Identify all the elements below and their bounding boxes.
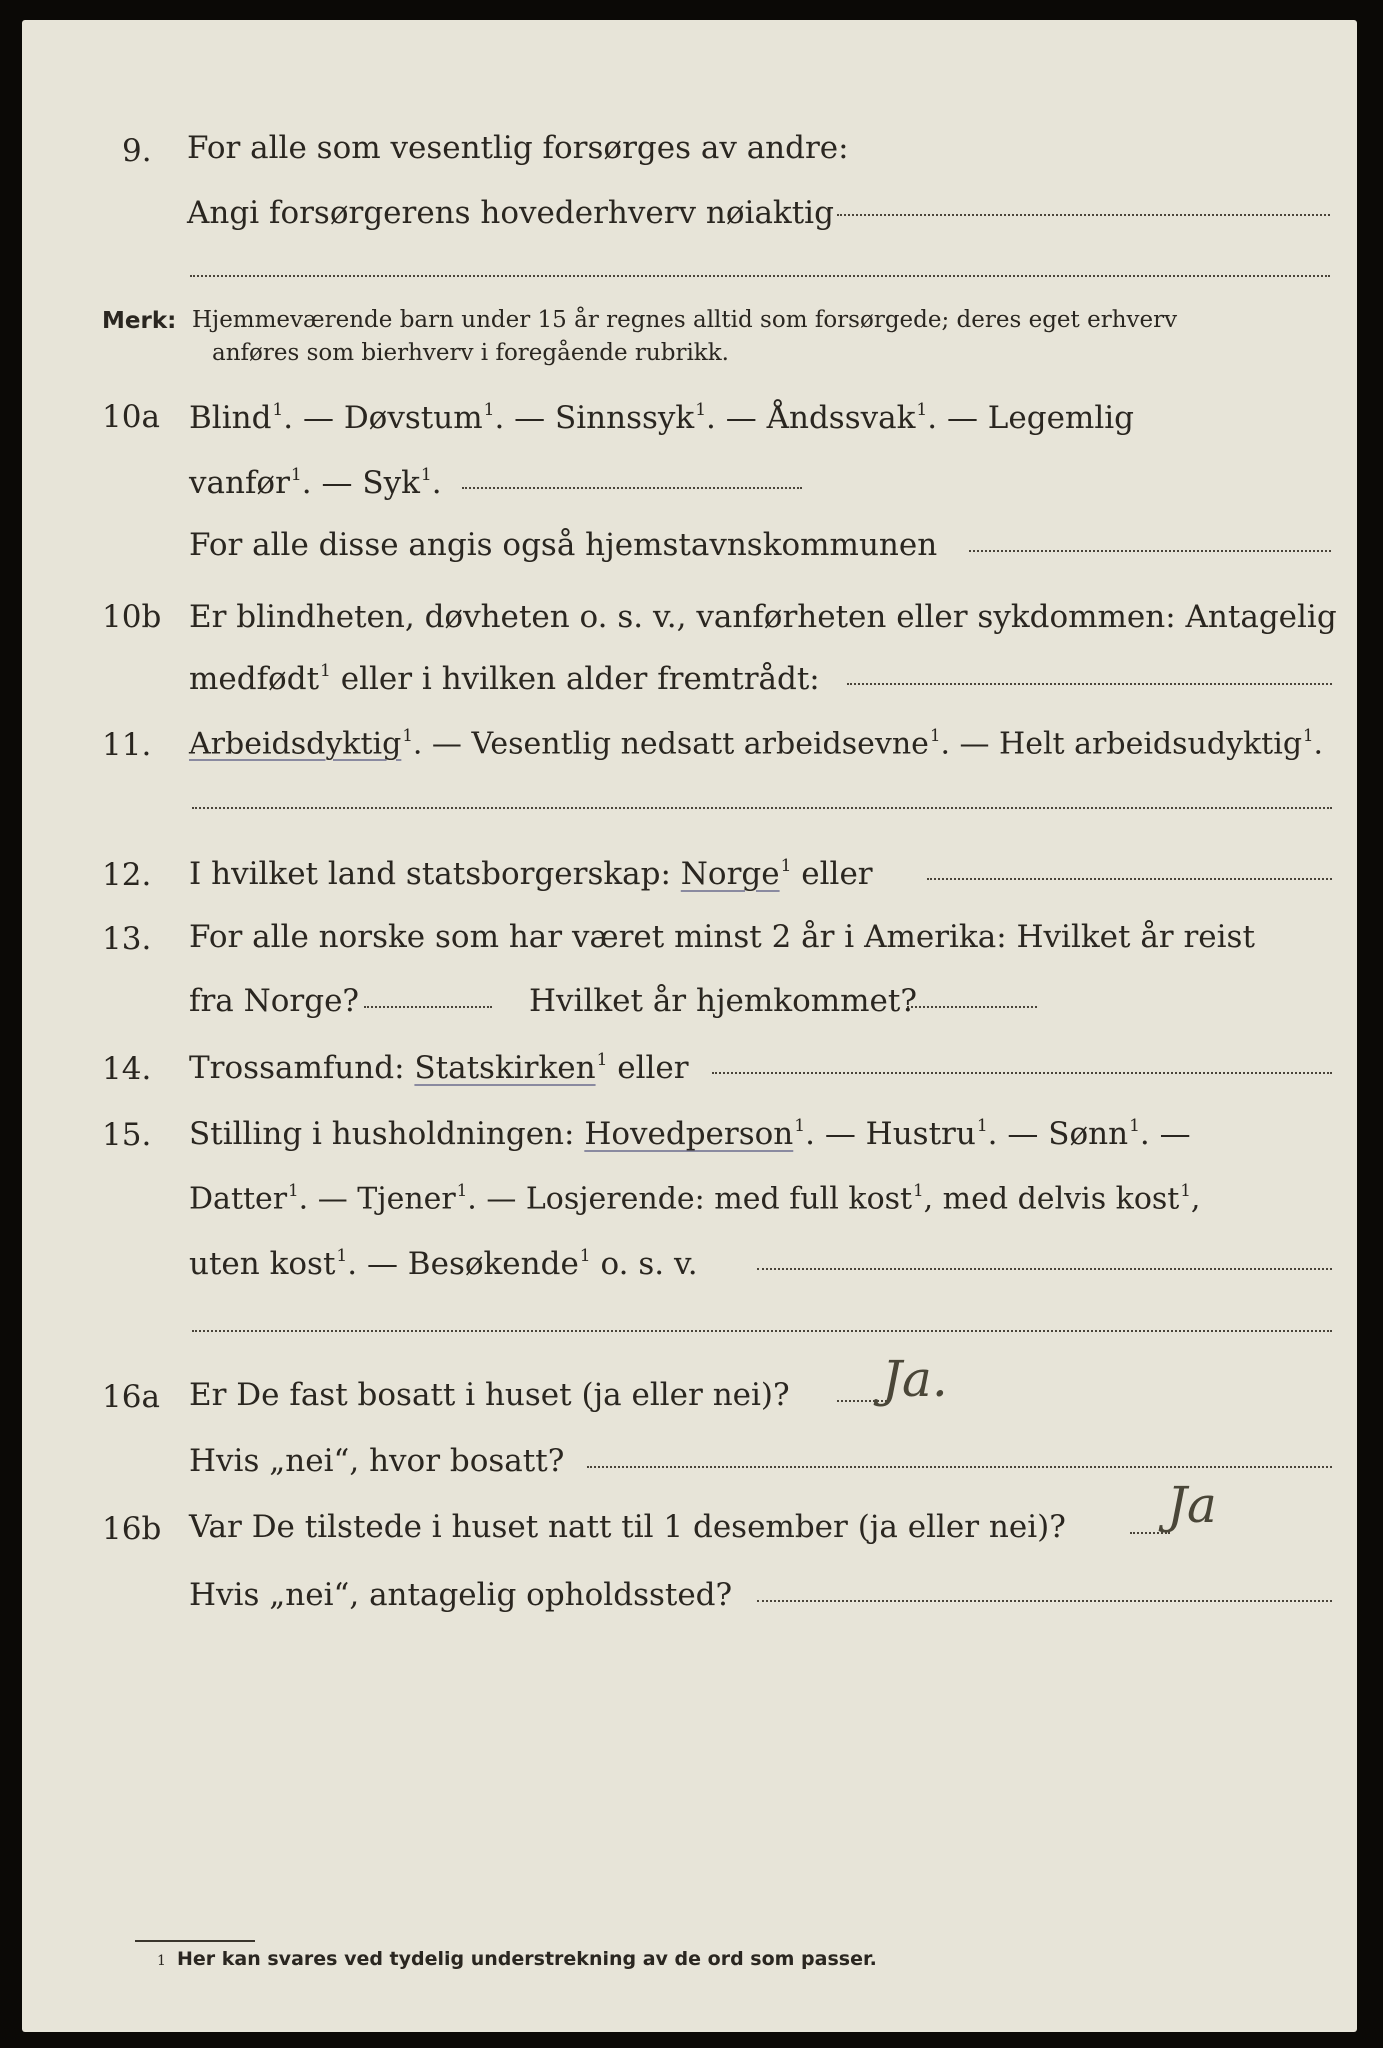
q14-selected-option: Statskirken <box>414 1049 596 1086</box>
q16a-line1: Er De fast bosatt i huset (ja eller nei)? <box>189 1377 790 1413</box>
q10a-line2: vanfør$^1$. — Syk$^1$. <box>189 464 442 501</box>
q10a-number: 10a <box>102 399 160 435</box>
q10b-number: 10b <box>102 599 162 635</box>
q10b-line1: Er blindheten, døvheten o. s. v., vanførheten eller sykdommen: Antagelig <box>189 599 1337 635</box>
q16b-line2: Hvis „nei“, antagelig opholdssted? <box>189 1577 733 1613</box>
q10a-line3: For alle disse angis også hjemstavnskommunen <box>189 527 938 563</box>
merk-line2: anføres som bierhverv i foregående rubrikk. <box>212 340 729 366</box>
q10a-kommune-line <box>969 550 1331 552</box>
merk-line1: Hjemmeværende barn under 15 år regnes alltid som forsørgede; deres eget erhverv <box>192 307 1178 333</box>
q16a-number: 16a <box>102 1379 160 1415</box>
q16a-line2: Hvis „nei“, hvor bosatt? <box>189 1443 565 1479</box>
q12-selected-option: Norge <box>680 855 780 892</box>
q13-line2a: fra Norge? <box>189 983 360 1019</box>
q16b-line1: Var De tilstede i huset natt til 1 desember (ja eller nei)? <box>189 1509 1066 1545</box>
q14-number: 14. <box>102 1051 152 1087</box>
q16a-handwritten-answer: Ja. <box>882 1350 948 1408</box>
q15-line1: Stilling i husholdningen: Hovedperson$^1$. — Hustru$^1$. — Sønn$^1$. — <box>189 1115 1191 1152</box>
q15-selected-option: Hovedperson <box>584 1115 794 1152</box>
q13-number: 13. <box>102 921 152 957</box>
q9-answer-line <box>837 214 1330 216</box>
q16b-answer-line <box>1130 1532 1170 1534</box>
q16b-opholdssted-line <box>757 1600 1332 1602</box>
q9-answer-line-2 <box>190 275 1330 277</box>
q15-line2: Datter$^1$. — Tjener$^1$. — Losjerende: med full kost$^1$, med delvis kost$^1$, <box>189 1181 1201 1217</box>
q9-line1: For alle som vesentlig forsørges av andre: <box>187 130 849 166</box>
q10b-answer-line <box>847 683 1332 685</box>
q10b-line2: medfødt$^1$ eller i hvilken alder fremtrådt: <box>189 660 820 697</box>
q16a-bosatt-line <box>587 1466 1332 1468</box>
q15-line3: uten kost$^1$. — Besøkende$^1$ o. s. v. <box>189 1245 698 1282</box>
q10a-answer-line <box>462 487 802 489</box>
q15-answer-line <box>757 1268 1332 1270</box>
q13-line1: For alle norske som har været minst 2 år i Amerika: Hvilket år reist <box>189 919 1255 955</box>
q12-number: 12. <box>102 857 152 893</box>
q12-answer-line <box>927 878 1332 880</box>
form-page <box>22 20 1357 2032</box>
q13-hjem-line <box>907 1006 1037 1008</box>
q14-line: Trossamfund: Statskirken$^1$ eller <box>189 1049 689 1086</box>
merk-label: Merk: <box>102 308 177 334</box>
footnote-text: Her kan svares ved tydelig understrekning av de ord som passer. <box>177 1948 877 1970</box>
q16b-number: 16b <box>102 1511 162 1547</box>
q11-answer-line <box>192 807 1332 809</box>
footnote-rule <box>135 1940 255 1942</box>
q9-number: 9. <box>122 133 152 169</box>
q15-number: 15. <box>102 1117 152 1153</box>
q16a-answer-line <box>837 1400 887 1402</box>
q11-line: Arbeidsdyktig$^1$. — Vesentlig nedsatt arbeidsevne$^1$. — Helt arbeidsudyktig$^1$. <box>189 726 1324 762</box>
footnote-mark: 1 <box>157 1953 166 1969</box>
q12-line: I hvilket land statsborgerskap: Norge$^1$ eller <box>189 855 873 892</box>
q15-answer-line-2 <box>192 1330 1332 1332</box>
q13-reist-line <box>364 1006 492 1008</box>
q10a-line1: Blind$^1$. — Døvstum$^1$. — Sinnssyk$^1$. — Åndssvak$^1$. — Legemlig <box>189 399 1135 436</box>
q14-answer-line <box>712 1072 1332 1074</box>
q11-selected-option: Arbeidsdyktig <box>189 726 402 762</box>
q9-line2: Angi forsørgerens hovederhverv nøiaktig <box>187 195 834 231</box>
q11-number: 11. <box>102 727 152 763</box>
q16b-handwritten-answer: Ja <box>1167 1476 1217 1534</box>
q13-line2b: Hvilket år hjemkommet? <box>529 983 917 1019</box>
